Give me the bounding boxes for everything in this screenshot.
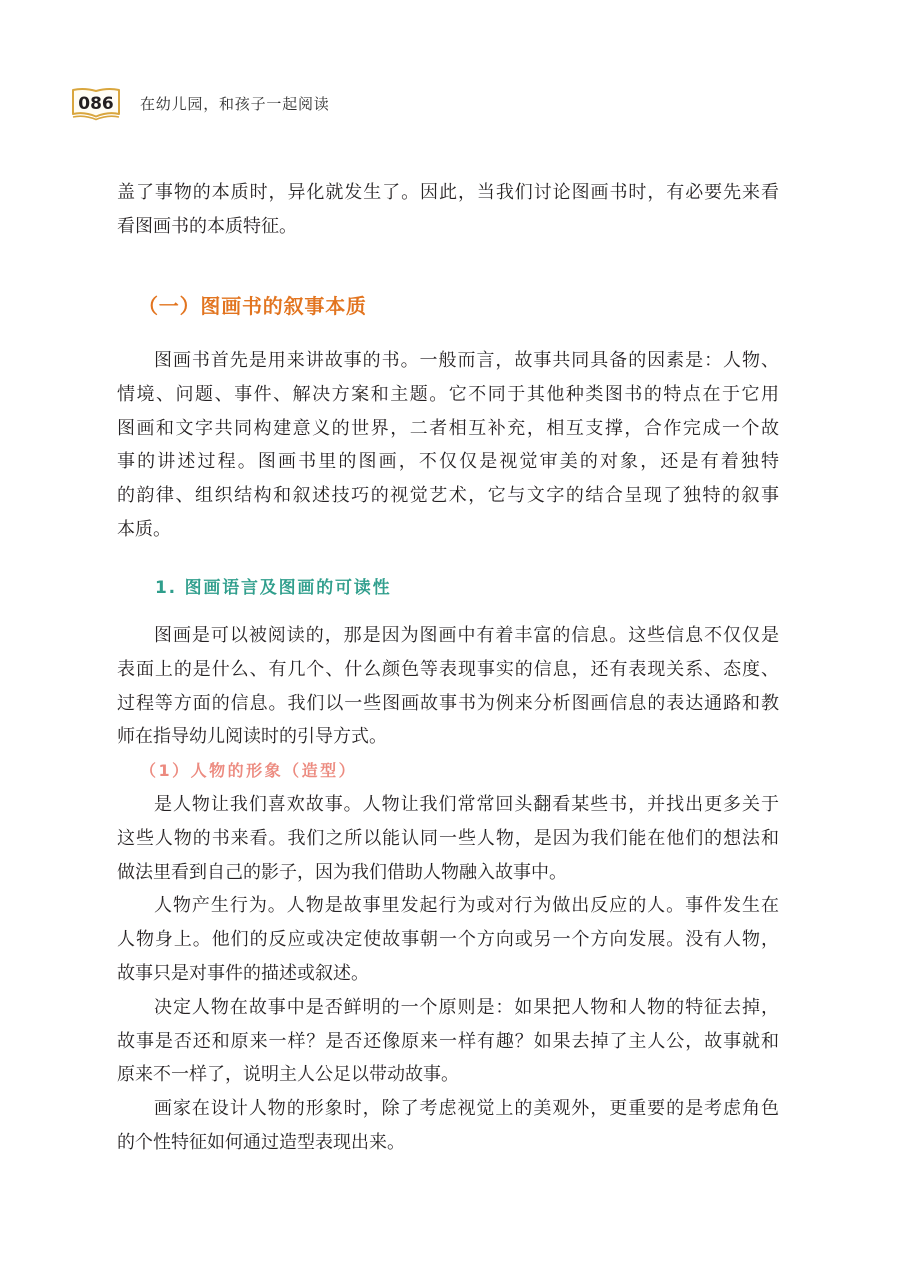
paragraph [117, 1092, 779, 1160]
text-line: 故事只是对事件的描述或叙述。 [117, 962, 369, 984]
text-line: 情境、问题、事件、解决方案和主题。它不同于其他种类图书的特点在于它用 [117, 383, 779, 405]
section-paragraph [117, 344, 779, 547]
text-line: 做法里看到自己的影子，因为我们借助人物融入故事中。 [117, 861, 567, 883]
open-book-icon [70, 86, 122, 122]
page-number-badge [70, 86, 122, 122]
text-line: 画家在设计人物的形象时，除了考虑视觉上的美观外，更重要的是考虑角色 [154, 1098, 779, 1120]
text-line: 的韵律、组织结构和叙述技巧的视觉艺术，它与文字的结合呈现了独特的叙事 [117, 485, 779, 507]
text-line: 人物身上。他们的反应或决定使故事朝一个方向或另一个方向发展。没有人物， [117, 929, 779, 951]
text-line: 的个性特征如何通过造型表现出来。 [117, 1131, 405, 1153]
text-line: 师在指导幼儿阅读时的引导方式。 [117, 726, 387, 748]
subsection-heading: 1. 图画语言及图画的可读性 [155, 578, 392, 598]
topic-body [117, 788, 779, 1160]
text-line: 原来不一样了，说明主人公足以带动故事。 [117, 1064, 459, 1086]
text-line: 这些人物的书来看。我们之所以能认同一些人物，是因为我们能在他们的想法和 [117, 827, 779, 849]
text-line: 是人物让我们喜欢故事。人物让我们常常回头翻看某些书，并找出更多关于 [154, 794, 779, 815]
subsection-paragraph [117, 619, 779, 754]
paragraph [117, 991, 779, 1092]
running-title: 在幼儿园，和孩子一起阅读 [140, 95, 330, 113]
text-line: 图画书首先是用来讲故事的书。一般而言，故事共同具备的因素是：人物、 [154, 350, 779, 371]
text-line: 图画是可以被阅读的，那是因为图画中有着丰富的信息。这些信息不仅仅是 [154, 625, 779, 646]
topic-heading: （1）人物的形象（造型） [140, 761, 358, 780]
text-line: 故事是否还和原来一样？是否还像原来一样有趣？如果去掉了主人公，故事就和 [117, 1030, 779, 1052]
text-line: 本质。 [117, 518, 171, 540]
text-line: 表面上的是什么、有几个、什么颜色等表现事实的信息，还有表现关系、态度、 [117, 658, 779, 680]
text-line: 决定人物在故事中是否鲜明的一个原则是：如果把人物和人物的特征去掉， [154, 996, 779, 1018]
text-line: 事的讲述过程。图画书里的图画，不仅仅是视觉审美的对象，还是有着独特 [117, 451, 779, 473]
text-line: 过程等方面的信息。我们以一些图画故事书为例来分析图画信息的表达通路和教 [117, 692, 779, 714]
paragraph [117, 889, 779, 990]
continued-paragraph [117, 176, 779, 244]
text-line: 盖了事物的本质时，异化就发生了。因此，当我们讨论图画书时，有必要先来看 [117, 182, 779, 203]
section-heading: （一）图画书的叙事本质 [138, 294, 367, 318]
text-line: 图画和文字共同构建意义的世界，二者相互补充，相互支撑，合作完成一个故 [117, 417, 779, 439]
text-line: 人物产生行为。人物是故事里发起行为或对行为做出反应的人。事件发生在 [154, 895, 779, 917]
paragraph [117, 788, 779, 889]
page-number: 086 [78, 94, 114, 114]
text-line: 看图画书的本质特征。 [117, 215, 297, 237]
